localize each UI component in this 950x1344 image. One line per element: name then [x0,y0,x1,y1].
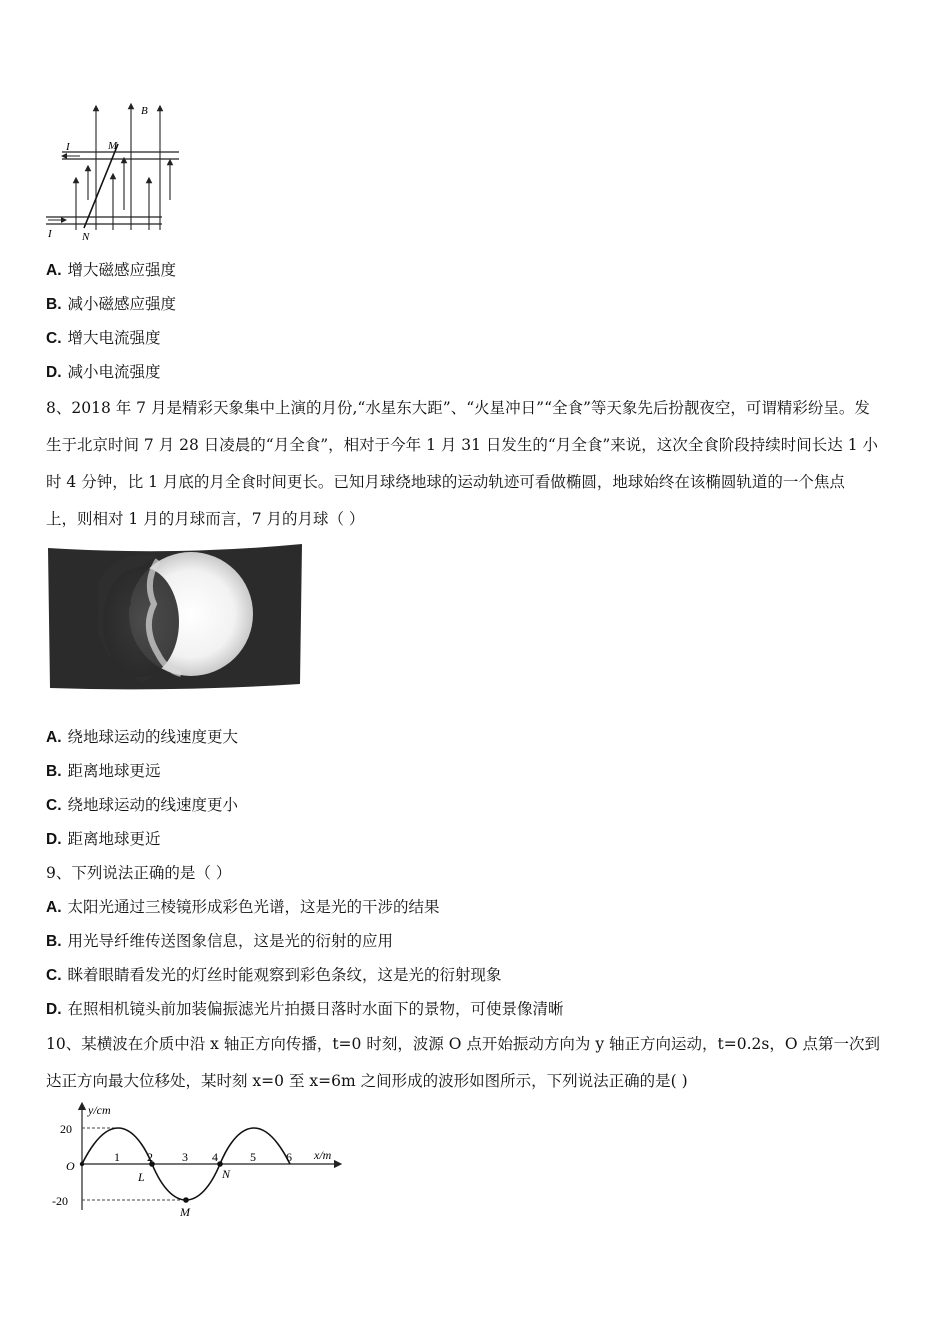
point-M-label: M [180,1205,190,1219]
q9-option-c [46,965,502,986]
option-text: 太阳光通过三棱镜形成彩色光谱，这是光的干涉的结果 [67,898,440,916]
q7-option-c [46,328,161,349]
q8-stem-line: 8、2018 年 7 月是精彩天象集中上演的月份,“水星东大距”、“火星冲日”“全食”等天象先后扮靓夜空，可谓精彩纷呈。发 [46,399,870,417]
q8-stem [46,390,906,538]
x-axis-label: x/m [314,1148,332,1162]
option-letter: D. [46,831,62,848]
option-letter: D. [46,1001,62,1018]
option-text: 绕地球运动的线速度更大 [67,728,239,746]
option-text: 距离地球更近 [67,830,161,848]
q8-option-c [46,795,238,816]
q10-stem-line: 达正方向最大位移处，某时刻 x=0 至 x=6m 之间形成的波形如图所示，下列说法正确的是( ) [46,1072,688,1090]
q9-option-a [46,897,440,918]
rail-magnetic-field-figure [44,100,184,245]
q10-stem [46,1026,906,1100]
option-letter: C. [46,797,62,814]
label-B: B [141,105,148,117]
option-text: 增大磁感应强度 [67,261,177,279]
lunar-eclipse-photo [46,542,304,692]
q9-stem: 9、下列说法正确的是（ ） [46,864,232,882]
option-text: 绕地球运动的线速度更小 [67,796,239,814]
x-tick-2: 2 [147,1150,153,1164]
q8-stem-line: 生于北京时间 7 月 28 日凌晨的“月全食”，相对于今年 1 月 31 日发生的“月全食”来说，这次全食阶段持续时间长达 1 小 [46,436,879,454]
option-letter: A. [46,262,62,279]
wave-graph [46,1100,346,1220]
q9-option-b [46,931,393,952]
point-N [217,1161,223,1167]
y-tick-20: 20 [60,1122,72,1136]
option-letter: B. [46,763,62,780]
option-text: 增大电流强度 [67,329,161,347]
label-I-top: I [66,141,70,153]
option-text: 用光导纤维传送图象信息，这是光的衍射的应用 [67,932,394,950]
option-text: 在照相机镜头前加装偏振滤光片拍摄日落时水面下的景物，可使景像清晰 [67,1000,564,1018]
option-text: 减小磁感应强度 [67,295,177,313]
option-text: 距离地球更远 [67,762,161,780]
option-text: 眯着眼睛看发光的灯丝时能观察到彩色条纹，这是光的衍射现象 [67,966,502,984]
x-tick-5: 5 [250,1150,256,1164]
option-letter: B. [46,296,62,313]
q7-option-d [46,362,161,383]
label-M: M [108,140,118,152]
q8-option-d [46,829,161,850]
x-tick-4: 4 [212,1150,218,1164]
option-letter: D. [46,364,62,381]
point-M [183,1197,189,1203]
label-N: N [82,231,90,243]
origin-label: O [66,1159,75,1173]
x-tick-3: 3 [182,1150,188,1164]
option-text: 减小电流强度 [67,363,161,381]
option-letter: B. [46,933,62,950]
q8-option-b [46,761,161,782]
point-N-label: N [222,1167,231,1181]
y-axis-label: y/cm [88,1103,111,1117]
option-letter: A. [46,729,62,746]
option-letter: C. [46,967,62,984]
q8-option-a [46,727,238,748]
point-L-label: L [138,1170,145,1184]
q9-option-d [46,999,564,1020]
origin-point [80,1162,84,1166]
option-letter: C. [46,330,62,347]
q10-stem-line: 10、某横波在介质中沿 x 轴正方向传播，t=0 时刻，波源 O 点开始振动方向为 y 轴正方向运动，t=0.2s，O 点第一次到 [46,1035,880,1053]
q8-stem-line: 时 4 分钟，比 1 月底的月全食时间更长。已知月球绕地球的运动轨迹可看做椭圆，地球始终在该椭圆轨道的一个焦点 [46,473,845,491]
x-tick-1: 1 [114,1150,120,1164]
y-tick-neg20: -20 [52,1194,68,1208]
x-tick-6: 6 [286,1150,292,1164]
option-letter: A. [46,899,62,916]
q8-stem-line: 上，则相对 1 月的月球而言，7 月的月球（ ） [46,510,365,528]
q7-option-a [46,260,176,281]
q7-option-b [46,294,176,315]
label-I-bottom: I [48,228,52,240]
